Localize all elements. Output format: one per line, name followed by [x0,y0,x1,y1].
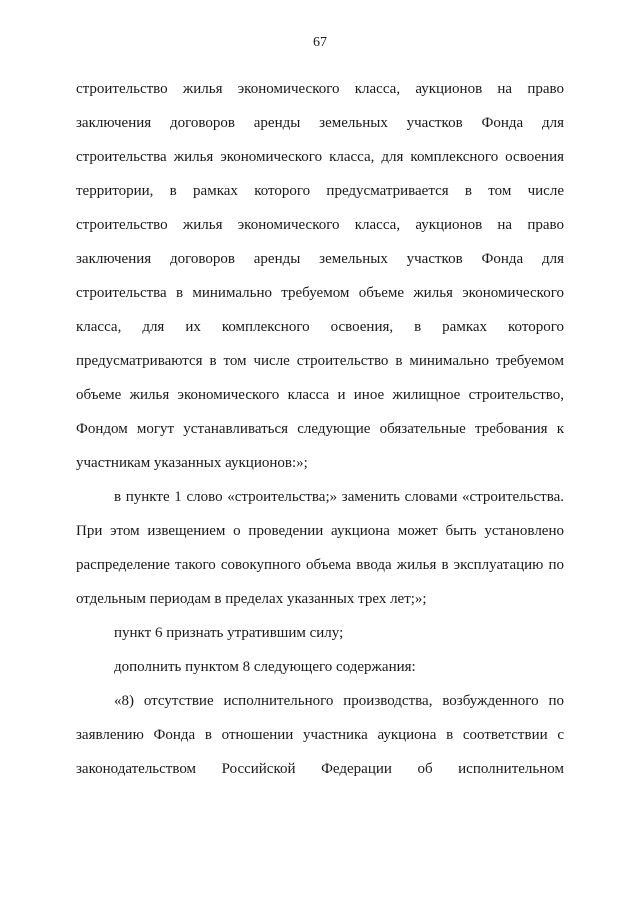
text-line: пункт 6 признать утратившим силу; [114,625,344,641]
text-line: объеме жилья экономического класса и иное жилищное строительство, [76,387,564,403]
text-line: строительства в минимально требуемом объеме жилья экономического [76,285,564,301]
document-body [76,72,564,786]
text-line: строительство жилья экономического класса, аукционов на право [76,217,564,233]
text-line: законодательством Российской Федерации об исполнительном [76,761,564,777]
page-number: 67 [313,35,327,50]
text-line: При этом извещением о проведении аукциона может быть установлено [76,523,564,539]
text-line: территории, в рамках которого предусматривается в том числе [76,183,564,199]
text-line: заключения договоров аренды земельных участков Фонда для [76,115,564,131]
text-line: строительства жилья экономического класса, для комплексного освоения [76,149,564,165]
text-line: класса, для их комплексного освоения, в рамках которого [76,319,564,335]
text-line: строительство жилья экономического класса, аукционов на право [76,81,564,97]
text-line: распределение такого совокупного объема ввода жилья в эксплуатацию по [76,557,564,573]
text-line: предусматриваются в том числе строительство в минимально требуемом [76,353,564,369]
text-line: заявлению Фонда в отношении участника аукциона в соответствии с [76,727,564,743]
text-line: Фондом могут устанавливаться следующие обязательные требования к [76,421,564,437]
text-line: отдельным периодам в пределах указанных трех лет;»; [76,591,427,607]
text-line: дополнить пунктом 8 следующего содержания: [114,659,416,675]
text-line: участникам указанных аукционов:»; [76,455,308,471]
text-line: в пункте 1 слово «строительства;» заменить словами «строительства. [114,489,564,505]
text-line: «8) отсутствие исполнительного производства, возбужденного по [114,693,564,709]
text-line: заключения договоров аренды земельных участков Фонда для [76,251,564,267]
